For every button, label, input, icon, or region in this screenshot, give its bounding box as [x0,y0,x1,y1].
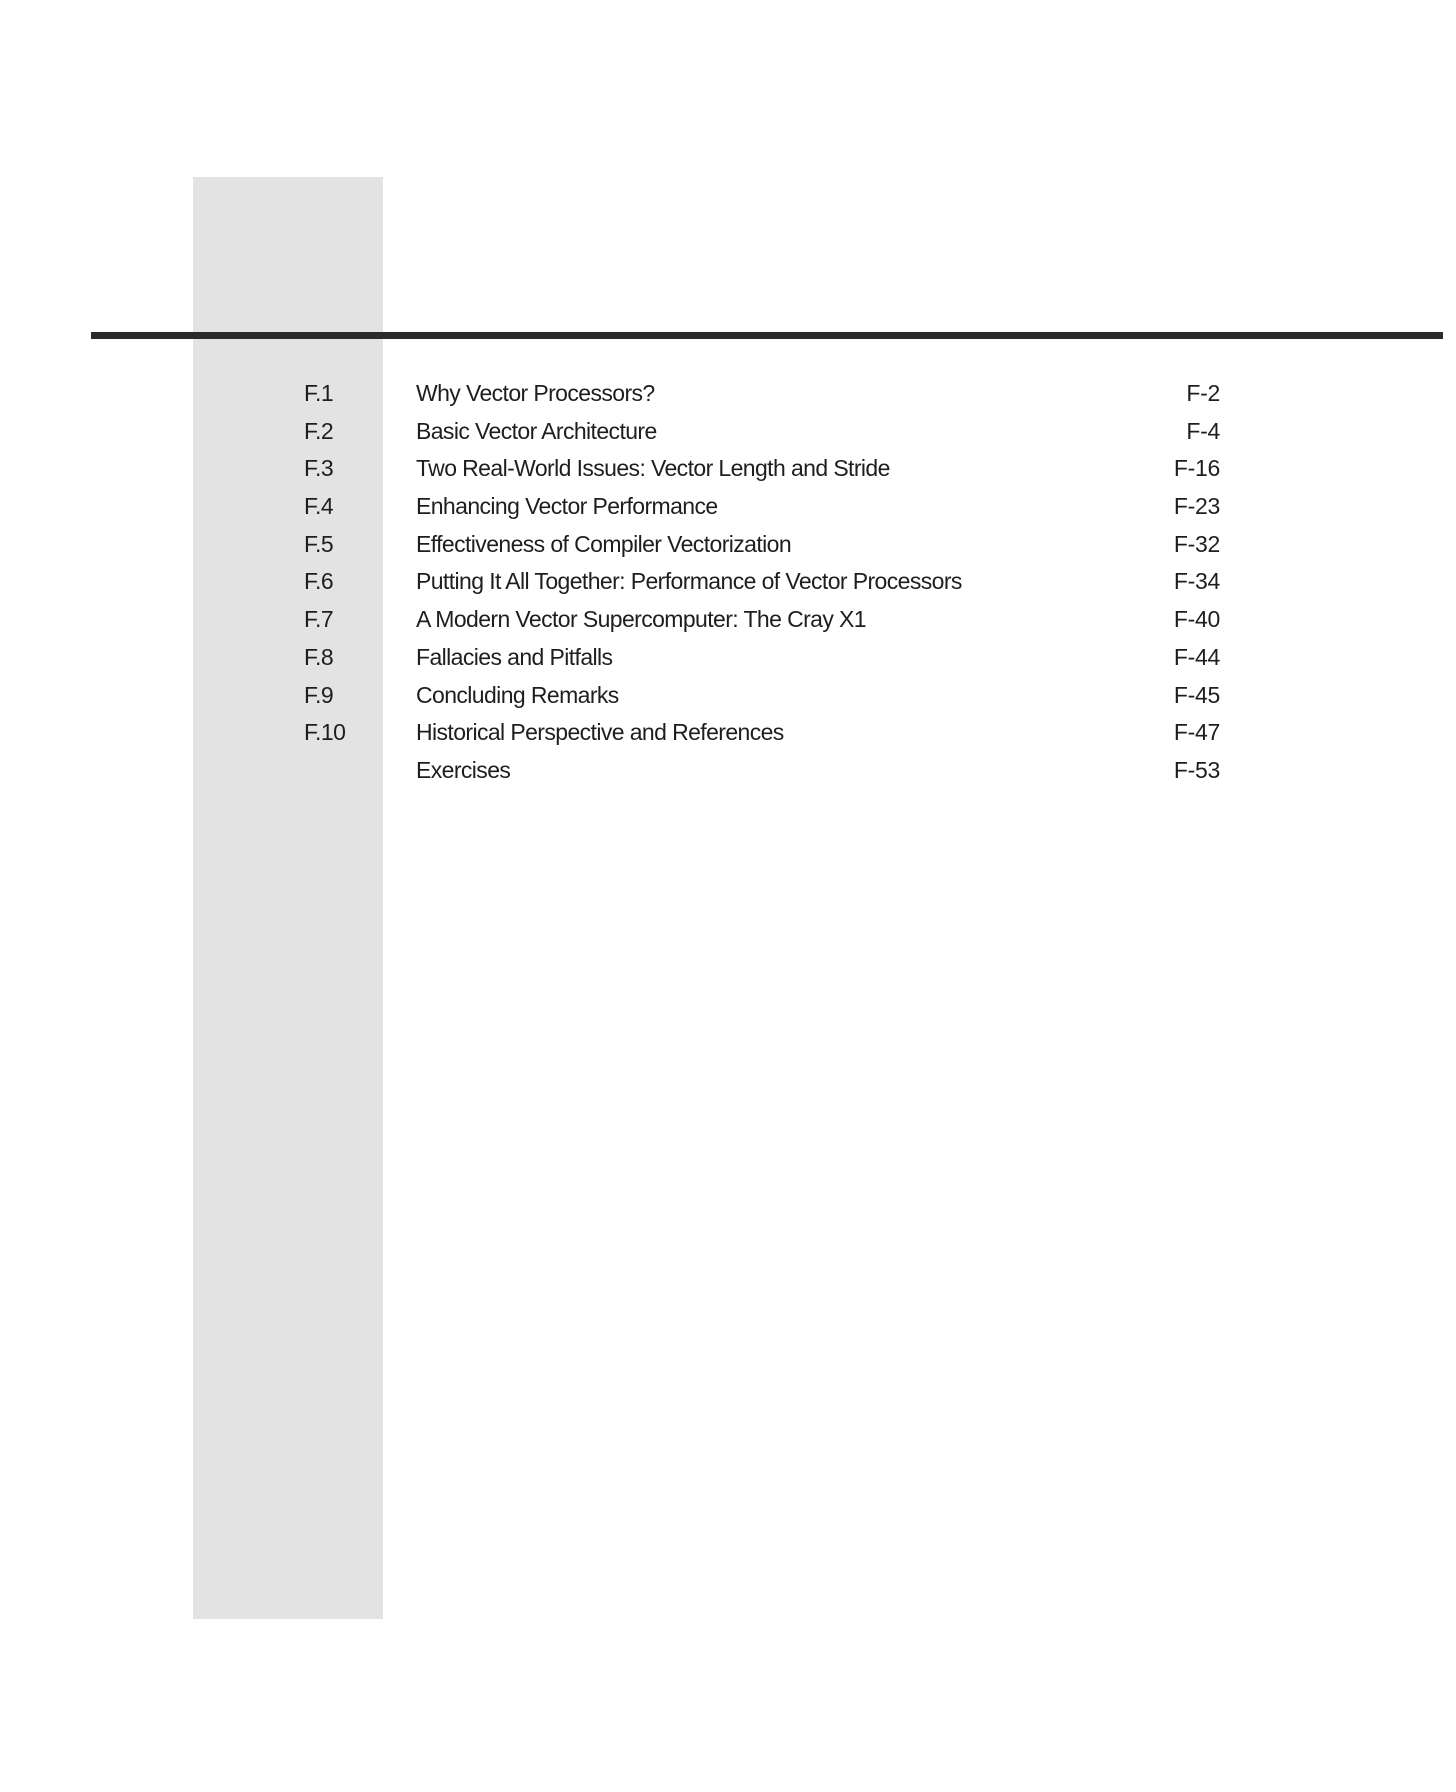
toc-entry-page: F-34 [1173,568,1220,595]
toc-entry-number: F.6 [304,568,334,595]
toc-entry-page: F-47 [1173,719,1220,746]
toc-entry-f10[interactable] [0,715,1456,753]
toc-entry-page: F-44 [1173,643,1220,670]
toc-entry-f8[interactable] [0,640,1456,678]
toc-entry-title: Fallacies and Pitfalls [416,643,613,670]
toc-entry-f7[interactable] [0,602,1456,640]
toc-entry-number: F.8 [304,643,334,670]
toc-entry-f3[interactable] [0,451,1456,489]
toc-entry-title: Historical Perspective and References [416,719,784,746]
toc-entry-title: Concluding Remarks [416,681,619,708]
toc-entry-f5[interactable] [0,527,1456,565]
toc-entry-f1[interactable] [0,376,1456,414]
toc-entry-exercises[interactable] [0,753,1456,791]
toc-entry-title: Putting It All Together: Performance of Vector Processors [416,568,962,595]
toc-entry-number: F.10 [304,719,346,746]
toc-entry-page: F-45 [1173,681,1220,708]
toc-entry-f9[interactable] [0,678,1456,716]
toc-entry-number: F.2 [304,417,334,444]
toc-entry-title: Exercises [416,756,511,783]
toc-entry-title: Basic Vector Architecture [416,417,657,444]
toc-entry-number: F.9 [304,681,334,708]
toc-entry-title: Effectiveness of Compiler Vectorization [416,530,792,557]
toc-entry-page: F-32 [1173,530,1220,557]
toc-entry-title: A Modern Vector Supercomputer: The Cray X1 [416,606,866,633]
toc-entry-page: F-4 [1186,417,1220,444]
toc-entry-page: F-53 [1173,756,1220,783]
toc-entry-page: F-16 [1173,455,1220,482]
toc-entry-f2[interactable] [0,414,1456,452]
table-of-contents [0,376,1456,791]
toc-entry-title: Two Real-World Issues: Vector Length and Stride [416,455,890,482]
toc-entry-number: F.3 [304,455,334,482]
toc-entry-number: F.4 [304,493,334,520]
toc-entry-number: F.7 [304,606,334,633]
toc-entry-f4[interactable] [0,489,1456,527]
toc-entry-page: F-23 [1173,493,1220,520]
toc-entry-page: F-2 [1186,380,1220,406]
toc-entry-page: F-40 [1173,606,1220,633]
toc-entry-number: F.5 [304,530,334,557]
header-rule [91,332,1443,339]
toc-entry-f6[interactable] [0,564,1456,602]
toc-entry-title: Enhancing Vector Performance [416,493,718,520]
toc-entry-number: F.1 [304,380,334,406]
toc-entry-title: Why Vector Processors? [416,380,655,406]
